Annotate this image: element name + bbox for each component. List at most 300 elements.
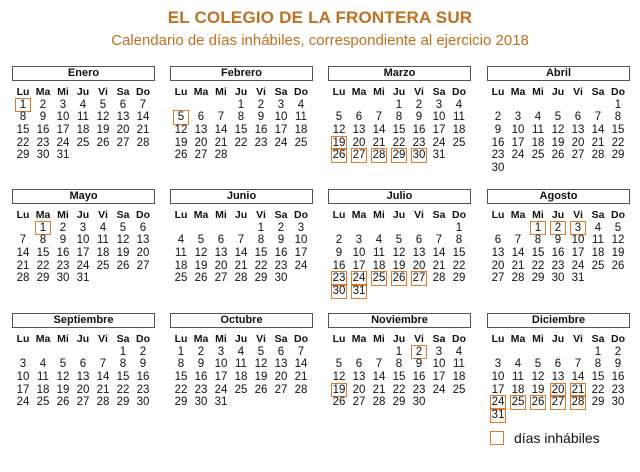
legend-label: días inhábiles bbox=[514, 430, 600, 446]
day-cell: 7 bbox=[139, 98, 147, 111]
weekday-header: Vi bbox=[256, 209, 266, 221]
day-grid bbox=[171, 209, 313, 285]
day-cell: 4 bbox=[79, 98, 87, 111]
day-cell: 15 bbox=[591, 371, 605, 384]
day-cell: 17 bbox=[76, 247, 90, 260]
day-cell: 25 bbox=[531, 149, 545, 162]
day-cell: 10 bbox=[491, 371, 505, 384]
day-cell: 1 bbox=[177, 345, 185, 358]
day-cell: 1 bbox=[119, 345, 127, 358]
day-cell: 28 bbox=[294, 383, 308, 396]
day-cell: 6 bbox=[415, 234, 423, 247]
day-cell: 4 bbox=[237, 345, 245, 358]
day-cell: 16 bbox=[332, 259, 346, 272]
day-cell: 10 bbox=[274, 111, 288, 124]
weekday-header: Vi bbox=[573, 209, 583, 221]
day-grid bbox=[329, 209, 471, 298]
weekday-header: Ju bbox=[551, 86, 565, 98]
weekday-header: Do bbox=[294, 333, 308, 345]
day-cell: 9 bbox=[257, 111, 265, 124]
empty-cell bbox=[429, 222, 449, 235]
day-cell: 12 bbox=[611, 234, 625, 247]
day-cell: 6 bbox=[355, 111, 363, 124]
day-cell: 21 bbox=[136, 124, 150, 137]
day-cell: 23 bbox=[194, 383, 208, 396]
day-cell: 22 bbox=[392, 383, 406, 396]
day-cell: 9 bbox=[39, 111, 47, 124]
day-cell: 22 bbox=[16, 136, 30, 149]
day-cell: 19 bbox=[96, 124, 110, 137]
day-cell: 12 bbox=[56, 371, 70, 384]
day-cell: 8 bbox=[39, 234, 47, 247]
day-cell: 25 bbox=[452, 383, 466, 396]
day-cell: 6 bbox=[217, 234, 225, 247]
day-cell: 4 bbox=[375, 234, 383, 247]
day-cell: 19 bbox=[531, 383, 545, 396]
holiday-day: 3 bbox=[568, 222, 588, 235]
day-cell: 4 bbox=[177, 234, 185, 247]
weekday-header: Mi bbox=[373, 86, 385, 98]
day-cell: 19 bbox=[174, 136, 188, 149]
empty-cell bbox=[548, 99, 568, 112]
month-noviembre bbox=[328, 313, 471, 409]
day-cell: 6 bbox=[355, 358, 363, 371]
weekday-header: Lu bbox=[491, 209, 505, 221]
day-cell: 17 bbox=[432, 124, 446, 137]
day-cell: 30 bbox=[412, 396, 426, 409]
empty-cell bbox=[409, 222, 429, 235]
day-cell: 2 bbox=[415, 98, 423, 111]
day-cell: 20 bbox=[116, 124, 130, 137]
weekday-header: Ju bbox=[392, 209, 406, 221]
day-cell: 15 bbox=[452, 247, 466, 260]
day-cell: 14 bbox=[591, 124, 605, 137]
empty-cell bbox=[488, 99, 508, 112]
day-cell: 23 bbox=[611, 383, 625, 396]
weekday-header: Vi bbox=[573, 86, 583, 98]
day-cell: 8 bbox=[19, 111, 27, 124]
day-grid bbox=[488, 86, 630, 175]
holiday-day: 26 bbox=[389, 272, 409, 285]
month-name: Febrero bbox=[170, 66, 313, 81]
day-cell: 17 bbox=[274, 124, 288, 137]
month-diciembre bbox=[487, 313, 630, 422]
weekday-header: Ju bbox=[234, 209, 248, 221]
day-cell: 7 bbox=[19, 234, 27, 247]
day-cell: 14 bbox=[372, 371, 386, 384]
day-cell: 10 bbox=[214, 358, 228, 371]
empty-cell bbox=[171, 222, 191, 235]
weekday-header: Do bbox=[136, 209, 150, 221]
weekday-header: Do bbox=[294, 86, 308, 98]
day-cell: 15 bbox=[234, 124, 248, 137]
day-cell: 7 bbox=[375, 111, 383, 124]
day-cell: 30 bbox=[194, 396, 208, 409]
day-cell: 16 bbox=[254, 124, 268, 137]
holiday-day: 20 bbox=[548, 384, 568, 397]
weekday-header: Sa bbox=[274, 209, 288, 221]
weekday-header: Vi bbox=[98, 333, 108, 345]
month-mayo bbox=[12, 189, 155, 285]
holiday-day: 1 bbox=[528, 222, 548, 235]
weekday-header: Ma bbox=[193, 209, 209, 221]
day-cell: 20 bbox=[214, 259, 228, 272]
day-cell: 26 bbox=[194, 272, 208, 285]
day-cell: 14 bbox=[511, 247, 525, 260]
day-cell: 20 bbox=[412, 259, 426, 272]
day-cell: 30 bbox=[274, 272, 288, 285]
weekday-header: Mi bbox=[57, 86, 69, 98]
day-cell: 29 bbox=[36, 272, 50, 285]
holiday-day: 19 bbox=[329, 384, 349, 397]
empty-cell bbox=[13, 222, 33, 235]
day-cell: 11 bbox=[235, 358, 247, 371]
day-cell: 30 bbox=[136, 396, 150, 409]
day-cell: 27 bbox=[194, 149, 208, 162]
day-cell: 10 bbox=[294, 234, 308, 247]
day-cell: 23 bbox=[36, 136, 50, 149]
day-cell: 13 bbox=[491, 247, 505, 260]
day-cell: 17 bbox=[16, 383, 30, 396]
empty-cell bbox=[488, 346, 508, 359]
day-cell: 26 bbox=[56, 396, 70, 409]
weekday-header: Sa bbox=[591, 333, 605, 345]
month-name: Octubre bbox=[170, 313, 313, 328]
day-cell: 24 bbox=[56, 136, 70, 149]
month-agosto bbox=[487, 189, 630, 285]
weekday-header: Do bbox=[136, 86, 150, 98]
holiday-day: 24 bbox=[488, 396, 508, 409]
day-cell: 3 bbox=[297, 221, 305, 234]
weekday-header: Ju bbox=[76, 209, 90, 221]
empty-cell bbox=[369, 346, 389, 359]
day-cell: 2 bbox=[59, 221, 67, 234]
day-cell: 12 bbox=[96, 111, 110, 124]
day-cell: 10 bbox=[432, 358, 446, 371]
weekday-header: Vi bbox=[256, 86, 266, 98]
day-cell: 10 bbox=[352, 247, 366, 260]
day-cell: 22 bbox=[254, 259, 268, 272]
month-name: Enero bbox=[12, 66, 155, 81]
day-cell: 3 bbox=[217, 345, 225, 358]
day-cell: 4 bbox=[297, 98, 305, 111]
day-grid bbox=[329, 333, 471, 409]
day-cell: 26 bbox=[116, 259, 130, 272]
empty-cell bbox=[508, 222, 528, 235]
day-cell: 8 bbox=[177, 358, 185, 371]
empty-cell bbox=[349, 222, 369, 235]
day-cell: 27 bbox=[136, 259, 150, 272]
empty-cell bbox=[191, 222, 211, 235]
day-grid bbox=[13, 209, 155, 285]
day-cell: 30 bbox=[36, 149, 50, 162]
day-cell: 22 bbox=[591, 383, 605, 396]
day-cell: 30 bbox=[611, 396, 625, 409]
month-febrero bbox=[170, 66, 313, 162]
day-cell: 16 bbox=[491, 136, 505, 149]
day-cell: 5 bbox=[395, 234, 403, 247]
day-cell: 5 bbox=[257, 345, 265, 358]
holiday-day: 26 bbox=[329, 149, 349, 162]
empty-cell bbox=[73, 346, 93, 359]
day-cell: 31 bbox=[76, 272, 90, 285]
day-cell: 28 bbox=[511, 272, 525, 285]
day-cell: 13 bbox=[116, 111, 130, 124]
empty-cell bbox=[568, 99, 588, 112]
day-cell: 13 bbox=[274, 358, 288, 371]
day-cell: 24 bbox=[511, 149, 525, 162]
day-cell: 8 bbox=[614, 111, 622, 124]
day-cell: 17 bbox=[214, 371, 228, 384]
day-cell: 22 bbox=[116, 383, 130, 396]
weekday-header: Sa bbox=[274, 86, 288, 98]
day-cell: 19 bbox=[116, 247, 130, 260]
empty-cell bbox=[349, 99, 369, 112]
day-cell: 16 bbox=[412, 124, 426, 137]
day-cell: 7 bbox=[99, 358, 107, 371]
day-cell: 29 bbox=[174, 396, 188, 409]
day-cell: 9 bbox=[335, 247, 343, 260]
holiday-day: 25 bbox=[508, 396, 528, 409]
day-cell: 21 bbox=[432, 259, 446, 272]
day-cell: 25 bbox=[96, 259, 110, 272]
holiday-day: 30 bbox=[329, 285, 349, 298]
day-cell: 15 bbox=[16, 124, 30, 137]
day-cell: 24 bbox=[432, 383, 446, 396]
weekday-header: Mi bbox=[215, 333, 227, 345]
day-cell: 13 bbox=[136, 234, 150, 247]
day-cell: 16 bbox=[136, 371, 150, 384]
weekday-header: Lu bbox=[174, 86, 188, 98]
day-cell: 9 bbox=[614, 358, 622, 371]
day-cell: 3 bbox=[277, 98, 285, 111]
day-cell: 8 bbox=[455, 234, 463, 247]
day-cell: 18 bbox=[174, 259, 188, 272]
day-cell: 30 bbox=[491, 162, 505, 175]
day-cell: 20 bbox=[136, 247, 150, 260]
weekday-header: Ma bbox=[351, 333, 367, 345]
holiday-day: 1 bbox=[33, 222, 53, 235]
empty-cell bbox=[369, 99, 389, 112]
day-cell: 20 bbox=[352, 136, 366, 149]
empty-cell bbox=[568, 346, 588, 359]
weekday-header: Mi bbox=[215, 86, 227, 98]
weekday-header: Mi bbox=[373, 333, 385, 345]
day-cell: 28 bbox=[16, 272, 30, 285]
day-cell: 21 bbox=[294, 371, 308, 384]
holiday-day: 30 bbox=[409, 149, 429, 162]
day-cell: 20 bbox=[194, 136, 208, 149]
day-cell: 20 bbox=[571, 136, 585, 149]
weekday-header: Lu bbox=[491, 86, 505, 98]
holiday-day: 27 bbox=[409, 272, 429, 285]
empty-cell bbox=[329, 99, 349, 112]
day-cell: 12 bbox=[551, 124, 565, 137]
day-cell: 8 bbox=[119, 358, 127, 371]
page-title: EL COLEGIO DE LA FRONTERA SUR bbox=[167, 8, 473, 27]
weekday-header: Ma bbox=[510, 209, 526, 221]
month-junio bbox=[170, 189, 313, 285]
weekday-header: Ju bbox=[392, 86, 406, 98]
legend bbox=[490, 430, 600, 446]
day-cell: 5 bbox=[335, 358, 343, 371]
day-cell: 18 bbox=[452, 124, 466, 137]
weekday-header: Ma bbox=[351, 86, 367, 98]
day-cell: 11 bbox=[373, 247, 385, 260]
day-cell: 1 bbox=[594, 345, 602, 358]
day-cell: 4 bbox=[455, 345, 463, 358]
weekday-header: Sa bbox=[591, 86, 605, 98]
day-cell: 17 bbox=[294, 247, 308, 260]
day-cell: 2 bbox=[335, 234, 343, 247]
day-cell: 24 bbox=[214, 383, 228, 396]
day-cell: 16 bbox=[36, 124, 50, 137]
weekday-header: Ju bbox=[392, 333, 406, 345]
day-grid bbox=[171, 333, 313, 409]
day-cell: 11 bbox=[175, 247, 187, 260]
day-cell: 8 bbox=[257, 234, 265, 247]
day-cell: 21 bbox=[214, 136, 228, 149]
month-julio bbox=[328, 189, 471, 298]
day-cell: 12 bbox=[332, 124, 346, 137]
weekday-header: Do bbox=[611, 86, 625, 98]
day-cell: 7 bbox=[594, 111, 602, 124]
weekday-header: Vi bbox=[414, 333, 424, 345]
day-cell: 14 bbox=[372, 124, 386, 137]
day-cell: 8 bbox=[534, 234, 542, 247]
empty-cell bbox=[528, 346, 548, 359]
empty-cell bbox=[508, 346, 528, 359]
day-cell: 19 bbox=[194, 259, 208, 272]
weekday-header: Do bbox=[611, 333, 625, 345]
holiday-day: 31 bbox=[488, 409, 508, 422]
holiday-day: 1 bbox=[13, 99, 33, 112]
holiday-day: 28 bbox=[369, 149, 389, 162]
empty-cell bbox=[211, 222, 231, 235]
holiday-day: 2 bbox=[409, 346, 429, 359]
day-cell: 22 bbox=[174, 383, 188, 396]
day-cell: 8 bbox=[395, 111, 403, 124]
weekday-header: Ju bbox=[551, 209, 565, 221]
day-cell: 24 bbox=[294, 259, 308, 272]
day-cell: 13 bbox=[551, 371, 565, 384]
day-cell: 25 bbox=[174, 272, 188, 285]
month-septiembre bbox=[12, 313, 155, 409]
weekday-header: Ma bbox=[35, 209, 51, 221]
empty-cell bbox=[588, 99, 608, 112]
day-cell: 15 bbox=[116, 371, 130, 384]
holiday-day: 25 bbox=[369, 272, 389, 285]
month-name: Diciembre bbox=[487, 313, 630, 328]
weekday-header: Mi bbox=[532, 333, 544, 345]
day-cell: 21 bbox=[96, 383, 110, 396]
day-cell: 28 bbox=[372, 396, 386, 409]
day-cell: 22 bbox=[452, 259, 466, 272]
day-cell: 14 bbox=[136, 111, 150, 124]
day-cell: 29 bbox=[392, 396, 406, 409]
holiday-day: 27 bbox=[548, 396, 568, 409]
day-cell: 5 bbox=[335, 111, 343, 124]
day-cell: 28 bbox=[591, 149, 605, 162]
day-cell: 13 bbox=[76, 371, 90, 384]
weekday-header: Lu bbox=[174, 209, 188, 221]
weekday-header: Sa bbox=[116, 209, 130, 221]
holiday-day: 26 bbox=[528, 396, 548, 409]
day-cell: 9 bbox=[415, 358, 423, 371]
day-cell: 24 bbox=[571, 259, 585, 272]
day-cell: 19 bbox=[56, 383, 70, 396]
day-cell: 7 bbox=[297, 345, 305, 358]
holiday-day: 2 bbox=[548, 222, 568, 235]
day-cell: 17 bbox=[352, 259, 366, 272]
day-cell: 5 bbox=[197, 234, 205, 247]
weekday-header: Do bbox=[294, 209, 308, 221]
day-cell: 27 bbox=[116, 136, 130, 149]
holiday-day: 28 bbox=[568, 396, 588, 409]
weekday-header: Lu bbox=[491, 333, 505, 345]
empty-cell bbox=[93, 346, 113, 359]
day-cell: 29 bbox=[531, 272, 545, 285]
day-cell: 22 bbox=[36, 259, 50, 272]
day-cell: 25 bbox=[76, 136, 90, 149]
day-cell: 9 bbox=[277, 234, 285, 247]
day-cell: 25 bbox=[36, 396, 50, 409]
day-cell: 18 bbox=[511, 383, 525, 396]
day-cell: 2 bbox=[494, 111, 502, 124]
day-cell: 15 bbox=[392, 371, 406, 384]
day-cell: 1 bbox=[395, 345, 403, 358]
day-cell: 12 bbox=[174, 124, 188, 137]
day-cell: 6 bbox=[554, 358, 562, 371]
day-cell: 3 bbox=[494, 358, 502, 371]
day-cell: 14 bbox=[214, 124, 228, 137]
day-cell: 6 bbox=[139, 221, 147, 234]
day-cell: 12 bbox=[392, 247, 406, 260]
month-name: Julio bbox=[328, 189, 471, 204]
day-cell: 29 bbox=[254, 272, 268, 285]
empty-cell bbox=[231, 222, 251, 235]
day-cell: 12 bbox=[194, 247, 208, 260]
day-cell: 12 bbox=[531, 371, 545, 384]
day-cell: 18 bbox=[372, 259, 386, 272]
day-cell: 13 bbox=[412, 247, 426, 260]
weekday-header: Sa bbox=[432, 209, 446, 221]
month-name: Junio bbox=[170, 189, 313, 204]
day-cell: 4 bbox=[99, 221, 107, 234]
weekday-header: Sa bbox=[274, 333, 288, 345]
day-cell: 22 bbox=[234, 136, 248, 149]
holiday-day: 19 bbox=[329, 137, 349, 150]
day-cell: 12 bbox=[254, 358, 268, 371]
day-cell: 3 bbox=[79, 221, 87, 234]
weekday-header: Sa bbox=[591, 209, 605, 221]
day-cell: 15 bbox=[392, 124, 406, 137]
day-cell: 16 bbox=[56, 247, 70, 260]
day-cell: 9 bbox=[554, 234, 562, 247]
empty-cell bbox=[548, 346, 568, 359]
day-cell: 19 bbox=[611, 247, 625, 260]
weekday-header: Do bbox=[452, 333, 466, 345]
weekday-header: Mi bbox=[57, 333, 69, 345]
empty-cell bbox=[13, 346, 33, 359]
weekday-header: Ma bbox=[35, 86, 51, 98]
day-cell: 22 bbox=[531, 259, 545, 272]
month-name: Noviembre bbox=[328, 313, 471, 328]
day-cell: 28 bbox=[136, 136, 150, 149]
weekday-header: Mi bbox=[532, 209, 544, 221]
weekday-header: Mi bbox=[57, 209, 69, 221]
day-cell: 26 bbox=[174, 149, 188, 162]
